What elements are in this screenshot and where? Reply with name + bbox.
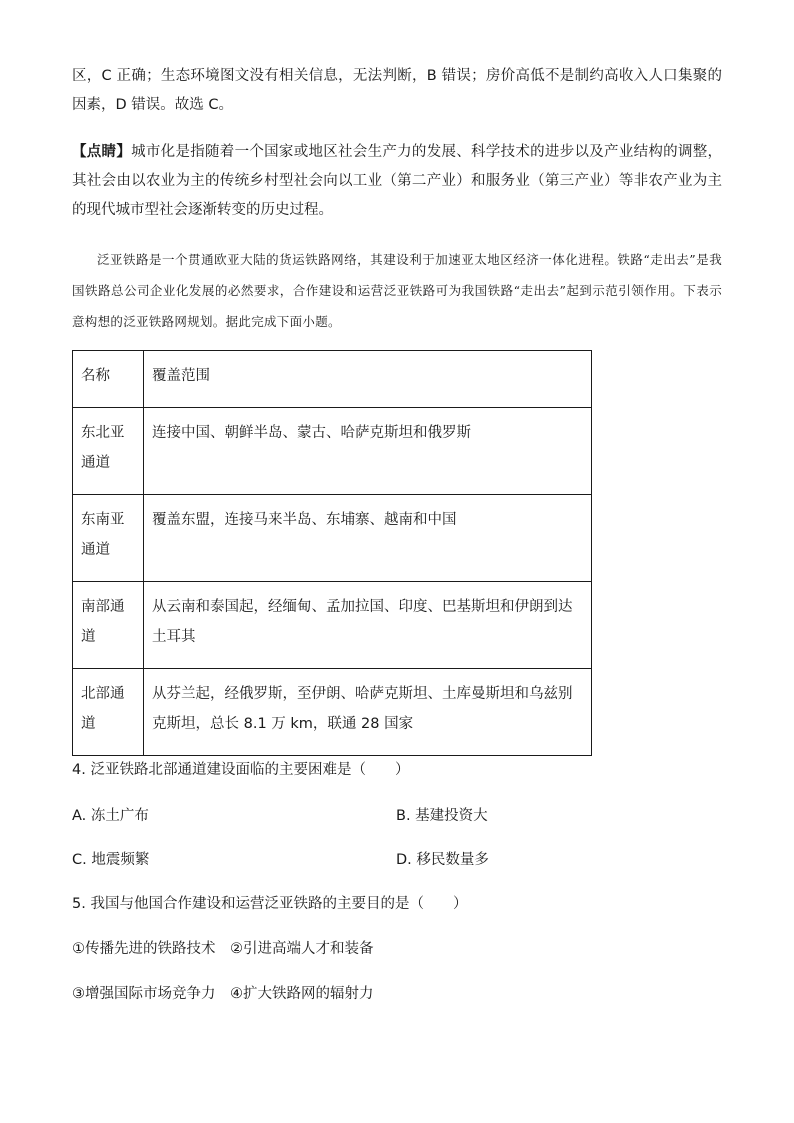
- channel-range: 从芬兰起，经俄罗斯，至伊朗、哈萨克斯坦、土库曼斯坦和乌兹别克斯坦，总长 8.1 万 km，联通 28 国家: [144, 669, 592, 756]
- question-4-option-d: D. 移民数量多: [396, 852, 489, 868]
- question-5-statements-2: ③增强国际市场竞争力 ④扩大铁路网的辐射力: [72, 986, 374, 1002]
- question-4-option-a: A. 冻土广布: [72, 808, 149, 824]
- question-5-stem: 5. 我国与他国合作建设和运营泛亚铁路的主要目的是（ ）: [72, 896, 468, 912]
- channel-range: 连接中国、朝鲜半岛、蒙古、哈萨克斯坦和俄罗斯: [144, 408, 592, 495]
- channel-name: 东北亚通道: [73, 408, 144, 495]
- header-name: 名称: [73, 351, 144, 408]
- header-range: 覆盖范围: [144, 351, 592, 408]
- railway-plan-table: [72, 350, 592, 756]
- table-row: [73, 669, 592, 756]
- material-paragraph: 泛亚铁路是一个贯通欧亚大陆的货运铁路网络，其建设利于加速亚太地区经济一体化进程。铁路“走出去”是我国铁路总公司企业化发展的必然要求，合作建设和运营泛亚铁路可为我国铁路“走出去”起到示范引领作用。下表示意构想的泛亚铁路网规划。据此完成下面小题。: [72, 252, 722, 329]
- channel-range: 从云南和泰国起，经缅甸、孟加拉国、印度、巴基斯坦和伊朗到达土耳其: [144, 582, 592, 669]
- channel-range: 覆盖东盟，连接马来半岛、东埔寨、越南和中国: [144, 495, 592, 582]
- question-4-option-b: B. 基建投资大: [396, 808, 488, 824]
- key-point-tag: 【点睛】: [72, 144, 132, 160]
- key-point-text: 城市化是指随着一个国家或地区社会生产力的发展、科学技术的进步以及产业结构的调整，其社会由以农业为主的传统乡村型社会向以工业（第二产业）和服务业（第三产业）等非农产业为主的现代城市型社会逐渐转变的历史过程。: [72, 144, 723, 218]
- channel-name: 北部通道: [73, 669, 144, 756]
- table-row: [73, 408, 592, 495]
- question-4-stem: 4. 泛亚铁路北部通道建设面临的主要困难是（ ）: [72, 762, 410, 778]
- key-point-paragraph: [72, 138, 722, 225]
- channel-name: 东南亚通道: [73, 495, 144, 582]
- table-header-row: [73, 351, 592, 408]
- table-row: [73, 495, 592, 582]
- table-row: [73, 582, 592, 669]
- answer-explanation-paragraph: 区，C 正确；生态环境图文没有相关信息，无法判断，B 错误；房价高低不是制约高收入人口集聚的因素，D 错误。故选 C。: [72, 68, 722, 113]
- channel-name: 南部通道: [73, 582, 144, 669]
- question-5-statements-1: ①传播先进的铁路技术 ②引进高端人才和装备: [72, 941, 374, 957]
- question-4-option-c: C. 地震频繁: [72, 852, 150, 868]
